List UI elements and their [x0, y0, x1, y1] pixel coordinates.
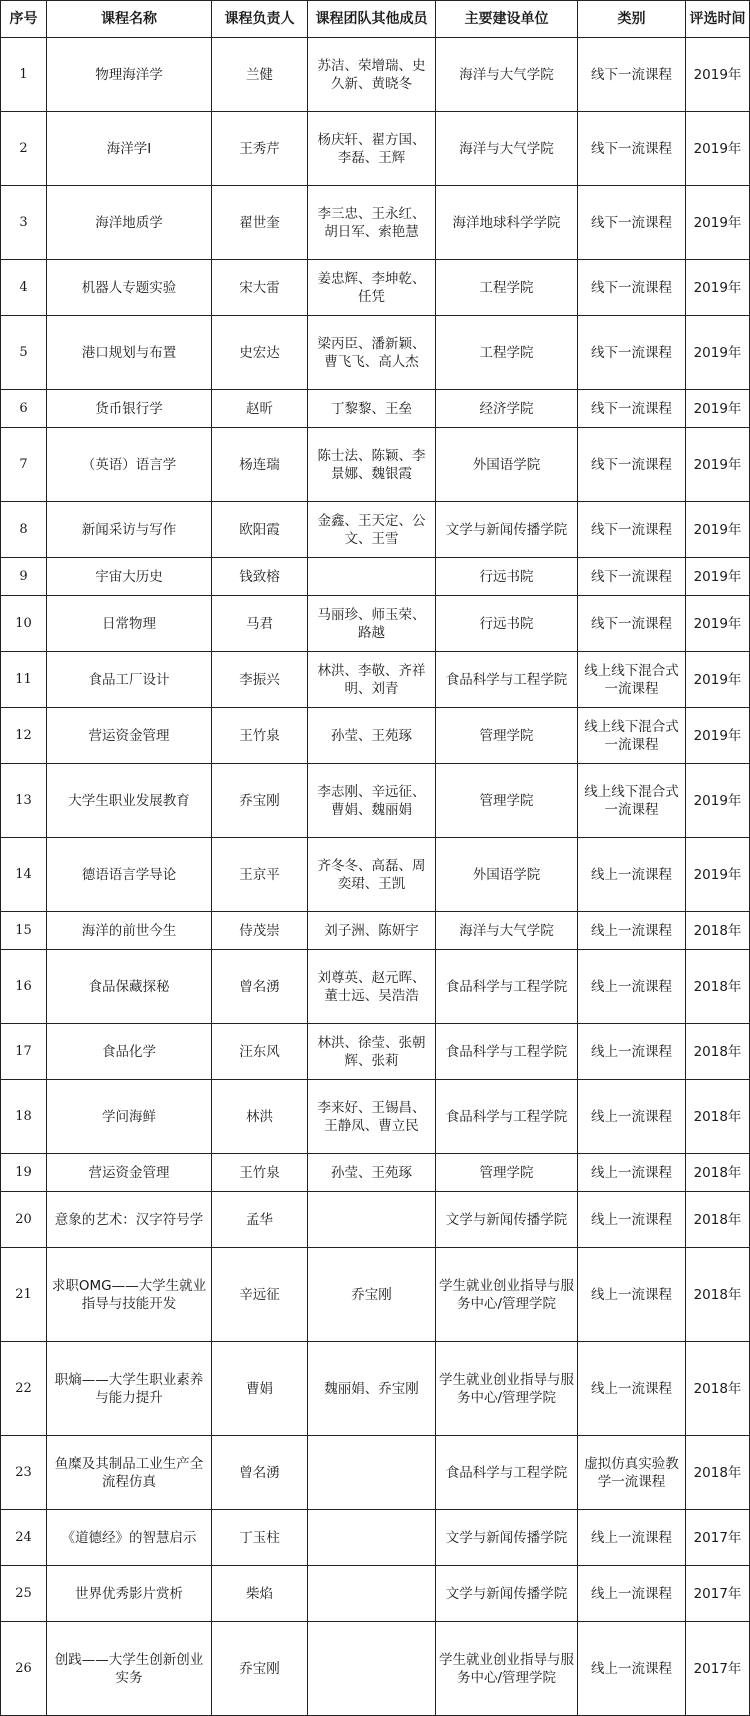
table-row: [1, 652, 750, 708]
table-cell-no: 23: [1, 1436, 47, 1510]
table-cell-category: 线上一流课程: [578, 912, 686, 950]
table-cell-category: 线下一流课程: [578, 38, 686, 112]
table-cell-no: 12: [1, 708, 47, 764]
table-cell-unit: 行远书院: [436, 596, 578, 652]
table-cell-course-name: 《道德经》的智慧启示: [47, 1510, 212, 1566]
table-cell-category: 线上一流课程: [578, 1566, 686, 1622]
table-cell-course-lead: 曾名湧: [212, 950, 308, 1024]
table-cell-course-name: 日常物理: [47, 596, 212, 652]
header-year: 评选时间: [686, 1, 750, 38]
table-cell-unit: 文学与新闻传播学院: [436, 502, 578, 558]
table-cell-team-members: [308, 1510, 436, 1566]
table-cell-category: 线下一流课程: [578, 260, 686, 316]
table-cell-no: 14: [1, 838, 47, 912]
table-cell-team-members: 林洪、徐莹、张朝辉、张莉: [308, 1024, 436, 1080]
table-cell-team-members: [308, 1622, 436, 1716]
table-cell-course-lead: 侍茂崇: [212, 912, 308, 950]
table-cell-team-members: 马丽珍、师玉荣、路越: [308, 596, 436, 652]
table-cell-unit: 外国语学院: [436, 428, 578, 502]
table-cell-category: 线上线下混合式一流课程: [578, 764, 686, 838]
table-cell-course-lead: 兰健: [212, 38, 308, 112]
table-cell-team-members: [308, 1566, 436, 1622]
table-row: [1, 390, 750, 428]
table-cell-year: 2018年: [686, 1024, 750, 1080]
table-row: [1, 1080, 750, 1154]
table-row: [1, 1192, 750, 1248]
table-cell-year: 2018年: [686, 1080, 750, 1154]
table-cell-no: 9: [1, 558, 47, 596]
table-cell-category: 线下一流课程: [578, 112, 686, 186]
table-cell-team-members: [308, 1192, 436, 1248]
table-row: [1, 950, 750, 1024]
table-cell-no: 3: [1, 186, 47, 260]
table-cell-category: 线下一流课程: [578, 316, 686, 390]
table-row: [1, 502, 750, 558]
table-cell-year: 2018年: [686, 1436, 750, 1510]
table-cell-year: 2018年: [686, 1342, 750, 1436]
table-cell-team-members: 林洪、李敬、齐祥明、刘青: [308, 652, 436, 708]
table-cell-no: 20: [1, 1192, 47, 1248]
table-row: [1, 1566, 750, 1622]
table-cell-course-lead: 马君: [212, 596, 308, 652]
table-cell-course-lead: 乔宝刚: [212, 764, 308, 838]
table-cell-course-name: 学问海鲜: [47, 1080, 212, 1154]
table-cell-unit: 学生就业创业指导与服务中心/管理学院: [436, 1342, 578, 1436]
table-cell-unit: 文学与新闻传播学院: [436, 1566, 578, 1622]
table-cell-no: 2: [1, 112, 47, 186]
table-cell-course-name: 德语语言学导论: [47, 838, 212, 912]
table-cell-no: 8: [1, 502, 47, 558]
table-cell-year: 2019年: [686, 390, 750, 428]
table-cell-year: 2018年: [686, 1192, 750, 1248]
table-cell-unit: 食品科学与工程学院: [436, 950, 578, 1024]
table-cell-year: 2019年: [686, 260, 750, 316]
header-team-members: 课程团队其他成员: [308, 1, 436, 38]
table-row: [1, 428, 750, 502]
table-cell-team-members: 刘子洲、陈妍宇: [308, 912, 436, 950]
table-cell-team-members: 刘尊英、赵元晖、董士远、吴浩浩: [308, 950, 436, 1024]
table-cell-course-lead: 辛远征: [212, 1248, 308, 1342]
table-cell-category: 线上线下混合式一流课程: [578, 708, 686, 764]
table-cell-unit: 管理学院: [436, 764, 578, 838]
table-cell-team-members: 梁丙臣、潘新颖、曹飞飞、高人杰: [308, 316, 436, 390]
table-cell-team-members: 金鑫、王天定、公文、王雪: [308, 502, 436, 558]
table-cell-course-name: 世界优秀影片赏析: [47, 1566, 212, 1622]
table-cell-no: 25: [1, 1566, 47, 1622]
table-cell-unit: 海洋与大气学院: [436, 112, 578, 186]
table-cell-category: 线上一流课程: [578, 950, 686, 1024]
table-cell-category: 线下一流课程: [578, 186, 686, 260]
table-cell-course-name: 鱼糜及其制品工业生产全流程仿真: [47, 1436, 212, 1510]
table-cell-course-name: 食品化学: [47, 1024, 212, 1080]
table-cell-course-lead: 丁玉柱: [212, 1510, 308, 1566]
table-cell-year: 2019年: [686, 502, 750, 558]
table-cell-no: 7: [1, 428, 47, 502]
table-cell-category: 线上线下混合式一流课程: [578, 652, 686, 708]
table-cell-no: 10: [1, 596, 47, 652]
table-cell-no: 24: [1, 1510, 47, 1566]
table-cell-unit: 文学与新闻传播学院: [436, 1192, 578, 1248]
table-cell-course-lead: 汪东风: [212, 1024, 308, 1080]
table-row: [1, 708, 750, 764]
table-cell-year: 2019年: [686, 428, 750, 502]
table-cell-course-lead: 王京平: [212, 838, 308, 912]
table-row: [1, 1154, 750, 1192]
table-row: [1, 1436, 750, 1510]
table-cell-unit: 学生就业创业指导与服务中心/管理学院: [436, 1622, 578, 1716]
table-row: [1, 316, 750, 390]
table-cell-course-name: 货币银行学: [47, 390, 212, 428]
table-cell-course-lead: 王秀芹: [212, 112, 308, 186]
table-cell-course-lead: 翟世奎: [212, 186, 308, 260]
table-cell-course-name: 港口规划与布置: [47, 316, 212, 390]
table-row: [1, 838, 750, 912]
table-cell-course-name: 意象的艺术：汉字符号学: [47, 1192, 212, 1248]
table-cell-no: 21: [1, 1248, 47, 1342]
table-cell-course-name: 机器人专题实验: [47, 260, 212, 316]
table-cell-year: 2017年: [686, 1566, 750, 1622]
table-cell-unit: 食品科学与工程学院: [436, 1024, 578, 1080]
table-body: [1, 38, 750, 1716]
table-cell-team-members: 孙莹、王苑琢: [308, 708, 436, 764]
table-cell-course-name: 海洋的前世今生: [47, 912, 212, 950]
table-cell-category: 线下一流课程: [578, 390, 686, 428]
table-cell-course-name: 食品工厂设计: [47, 652, 212, 708]
table-cell-course-name: 大学生职业发展教育: [47, 764, 212, 838]
table-row: [1, 260, 750, 316]
header-course-name: 课程名称: [47, 1, 212, 38]
table-cell-no: 18: [1, 1080, 47, 1154]
table-cell-category: 线上一流课程: [578, 1510, 686, 1566]
table-cell-course-name: 物理海洋学: [47, 38, 212, 112]
table-cell-category: 线上一流课程: [578, 1024, 686, 1080]
table-row: [1, 1024, 750, 1080]
table-cell-category: 线下一流课程: [578, 596, 686, 652]
table-cell-team-members: [308, 558, 436, 596]
table-cell-no: 6: [1, 390, 47, 428]
table-cell-no: 17: [1, 1024, 47, 1080]
table-cell-unit: 海洋与大气学院: [436, 38, 578, 112]
table-cell-year: 2019年: [686, 838, 750, 912]
header-row: [1, 1, 750, 38]
table-cell-team-members: [308, 1436, 436, 1510]
table-cell-year: 2019年: [686, 558, 750, 596]
table-cell-no: 22: [1, 1342, 47, 1436]
table-cell-unit: 工程学院: [436, 316, 578, 390]
table-cell-course-name: 职熵——大学生职业素养与能力提升: [47, 1342, 212, 1436]
table-cell-unit: 行远书院: [436, 558, 578, 596]
table-cell-year: 2018年: [686, 1248, 750, 1342]
table-row: [1, 38, 750, 112]
table-cell-team-members: 李三忠、王永红、胡日军、索艳慧: [308, 186, 436, 260]
table-cell-year: 2019年: [686, 316, 750, 390]
table-cell-category: 虚拟仿真实验教学一流课程: [578, 1436, 686, 1510]
header-unit: 主要建设单位: [436, 1, 578, 38]
table-cell-unit: 外国语学院: [436, 838, 578, 912]
table-cell-team-members: 魏丽娟、乔宝刚: [308, 1342, 436, 1436]
table-cell-course-lead: 孟华: [212, 1192, 308, 1248]
table-cell-year: 2019年: [686, 708, 750, 764]
table-cell-team-members: 李来好、王锡昌、王静凤、曹立民: [308, 1080, 436, 1154]
table-cell-category: 线上一流课程: [578, 1192, 686, 1248]
table-cell-team-members: 丁黎黎、王垒: [308, 390, 436, 428]
table-cell-year: 2019年: [686, 652, 750, 708]
table-cell-course-name: 营运资金管理: [47, 708, 212, 764]
table-row: [1, 558, 750, 596]
table-cell-unit: 学生就业创业指导与服务中心/管理学院: [436, 1248, 578, 1342]
header-no: 序号: [1, 1, 47, 38]
table-cell-team-members: 齐冬冬、高磊、周奕珺、王凯: [308, 838, 436, 912]
table-cell-course-name: 食品保藏探秘: [47, 950, 212, 1024]
table-row: [1, 1510, 750, 1566]
table-cell-course-lead: 曾名湧: [212, 1436, 308, 1510]
table-cell-unit: 管理学院: [436, 1154, 578, 1192]
table-cell-course-name: （英语）语言学: [47, 428, 212, 502]
table-cell-year: 2019年: [686, 38, 750, 112]
table-cell-course-lead: 赵昕: [212, 390, 308, 428]
table-cell-category: 线下一流课程: [578, 428, 686, 502]
table-cell-category: 线下一流课程: [578, 558, 686, 596]
table-cell-course-name: 创践——大学生创新创业实务: [47, 1622, 212, 1716]
table-cell-course-name: 海洋学I: [47, 112, 212, 186]
table-cell-unit: 文学与新闻传播学院: [436, 1510, 578, 1566]
table-cell-course-name: 新闻采访与写作: [47, 502, 212, 558]
table-cell-no: 26: [1, 1622, 47, 1716]
table-row: [1, 1622, 750, 1716]
table-cell-category: 线上一流课程: [578, 1342, 686, 1436]
table-cell-no: 15: [1, 912, 47, 950]
header-category: 类别: [578, 1, 686, 38]
table-cell-year: 2017年: [686, 1510, 750, 1566]
table-cell-course-lead: 钱致榕: [212, 558, 308, 596]
table-cell-year: 2017年: [686, 1622, 750, 1716]
table-cell-category: 线上一流课程: [578, 1248, 686, 1342]
table-cell-unit: 食品科学与工程学院: [436, 1436, 578, 1510]
table-cell-course-lead: 乔宝刚: [212, 1622, 308, 1716]
table-cell-category: 线上一流课程: [578, 1080, 686, 1154]
table-cell-team-members: 乔宝刚: [308, 1248, 436, 1342]
table-cell-no: 11: [1, 652, 47, 708]
table-cell-course-name: 求职OMG——大学生就业指导与技能开发: [47, 1248, 212, 1342]
table-cell-unit: 食品科学与工程学院: [436, 1080, 578, 1154]
table-cell-course-lead: 宋大雷: [212, 260, 308, 316]
table-cell-course-name: 海洋地质学: [47, 186, 212, 260]
table-cell-course-lead: 柴焰: [212, 1566, 308, 1622]
table-cell-no: 4: [1, 260, 47, 316]
table-row: [1, 912, 750, 950]
table-cell-team-members: 孙莹、王苑琢: [308, 1154, 436, 1192]
table-cell-course-lead: 曹娟: [212, 1342, 308, 1436]
table-row: [1, 1248, 750, 1342]
table-cell-course-lead: 史宏达: [212, 316, 308, 390]
table-cell-year: 2019年: [686, 596, 750, 652]
table-cell-no: 5: [1, 316, 47, 390]
table-cell-team-members: 杨庆轩、翟方国、李磊、王辉: [308, 112, 436, 186]
table-cell-team-members: 李志刚、辛远征、曹娟、魏丽娟: [308, 764, 436, 838]
table-cell-course-name: 宇宙大历史: [47, 558, 212, 596]
table-cell-no: 1: [1, 38, 47, 112]
table-cell-category: 线下一流课程: [578, 502, 686, 558]
table-cell-year: 2018年: [686, 950, 750, 1024]
table-cell-year: 2019年: [686, 112, 750, 186]
table-cell-year: 2019年: [686, 764, 750, 838]
table-cell-unit: 海洋与大气学院: [436, 912, 578, 950]
table-cell-no: 19: [1, 1154, 47, 1192]
table-cell-unit: 海洋地球科学学院: [436, 186, 578, 260]
table-cell-course-lead: 王竹泉: [212, 1154, 308, 1192]
table-cell-unit: 经济学院: [436, 390, 578, 428]
table-row: [1, 764, 750, 838]
table-cell-year: 2018年: [686, 1154, 750, 1192]
table-cell-team-members: 陈士法、陈颖、李景娜、魏银霞: [308, 428, 436, 502]
table-row: [1, 1342, 750, 1436]
table-cell-course-lead: 欧阳霞: [212, 502, 308, 558]
table-cell-no: 16: [1, 950, 47, 1024]
table-row: [1, 186, 750, 260]
table-cell-team-members: 苏洁、荣增瑞、史久新、黄晓冬: [308, 38, 436, 112]
table-cell-unit: 管理学院: [436, 708, 578, 764]
header-course-lead: 课程负责人: [212, 1, 308, 38]
table-cell-course-name: 营运资金管理: [47, 1154, 212, 1192]
table-cell-team-members: 姜忠辉、李坤乾、任凭: [308, 260, 436, 316]
table-row: [1, 596, 750, 652]
table-cell-year: 2018年: [686, 912, 750, 950]
table-cell-course-lead: 杨连瑞: [212, 428, 308, 502]
table-cell-unit: 工程学院: [436, 260, 578, 316]
table-cell-category: 线上一流课程: [578, 838, 686, 912]
table-cell-course-lead: 王竹泉: [212, 708, 308, 764]
table-cell-category: 线上一流课程: [578, 1622, 686, 1716]
table-cell-course-lead: 林洪: [212, 1080, 308, 1154]
table-cell-course-lead: 李振兴: [212, 652, 308, 708]
table-cell-category: 线上一流课程: [578, 1154, 686, 1192]
table-cell-year: 2019年: [686, 186, 750, 260]
table-cell-unit: 食品科学与工程学院: [436, 652, 578, 708]
table-row: [1, 112, 750, 186]
table-cell-no: 13: [1, 764, 47, 838]
